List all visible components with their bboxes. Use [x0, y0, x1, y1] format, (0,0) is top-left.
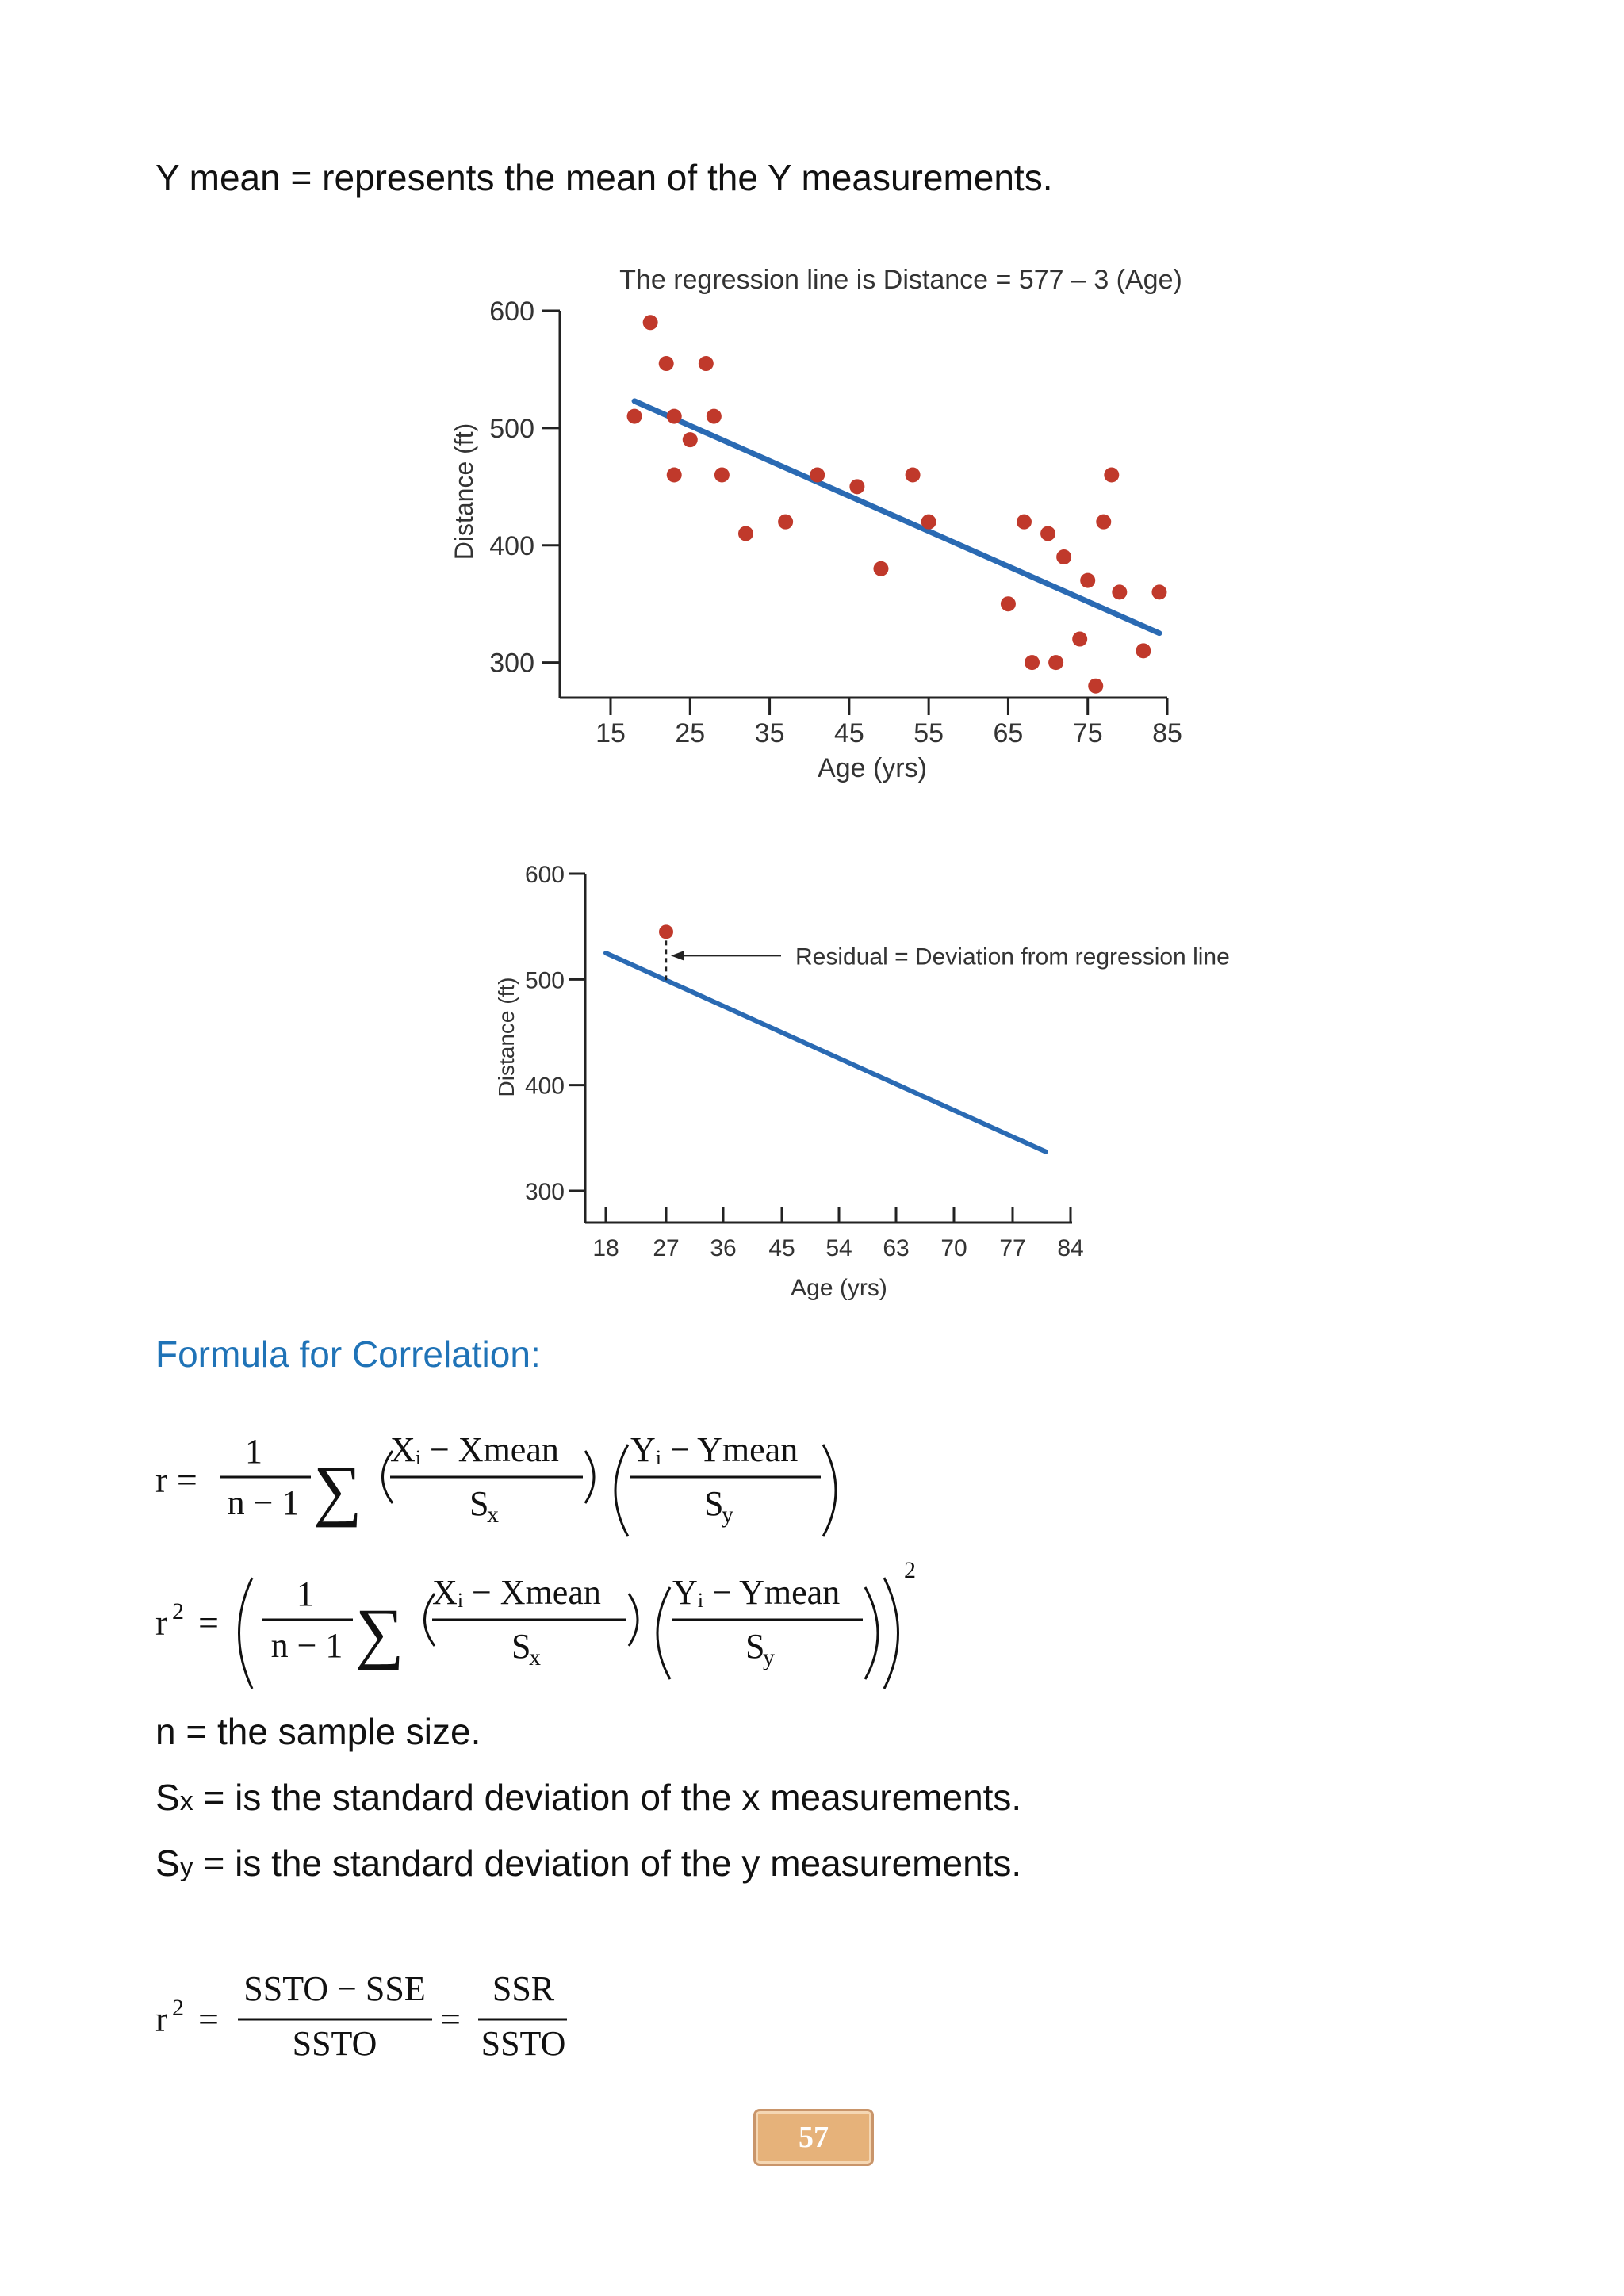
chart2-x-tick-label: 63 [883, 1235, 910, 1261]
chart2-x-tick-label: 84 [1057, 1235, 1084, 1261]
x-denominator: S [469, 1484, 489, 1523]
r2-one: 1 [297, 1575, 314, 1613]
chart1-x-tick-label: 85 [1152, 718, 1182, 748]
chart1-x-tick-label: 45 [833, 718, 864, 748]
chart1-x-tick-label: 65 [993, 718, 1024, 748]
ymean-definition: Y mean = represents the mean of the Y measurements. [155, 157, 1053, 198]
chart2-regression-line [606, 953, 1046, 1152]
ssr-numerator: SSR [492, 1969, 555, 2008]
chart2-x-tick-label: 77 [999, 1235, 1026, 1261]
y-denominator-sub: y [722, 1502, 733, 1528]
sx-symbol: S [155, 1777, 180, 1818]
y-numerator: Yᵢ − Ymean [630, 1430, 799, 1469]
r2-lhs: r [155, 1602, 168, 1643]
page-number-badge: 57 [753, 2109, 874, 2166]
r2-y-denominator: S [745, 1627, 765, 1666]
chart1-x-tick-label: 25 [675, 718, 706, 748]
r2-x-numerator: Xᵢ − Xmean [432, 1573, 601, 1612]
chart1-y-tick-label: 300 [489, 648, 534, 679]
n-definition: n = the sample size. [155, 1711, 481, 1752]
x-numerator: Xᵢ − Xmean [390, 1430, 559, 1469]
chart2-arrowhead [671, 951, 684, 960]
sigma-symbol: ∑ [313, 1452, 362, 1528]
ssto-eq-2: = [440, 1999, 461, 2039]
chart2-data-point [659, 924, 673, 939]
r2-y-denominator-sub: y [763, 1644, 775, 1670]
r2-n-minus-1: n − 1 [270, 1626, 343, 1665]
r-one: 1 [245, 1432, 262, 1471]
chart2-x-tick-label: 18 [592, 1235, 619, 1261]
chart2-x-label: Age (yrs) [791, 1275, 887, 1301]
chart2-y-tick-label: 600 [524, 862, 565, 888]
chart2-y-tick-label: 400 [524, 1073, 565, 1100]
chart2-y-tick-label: 300 [524, 1179, 565, 1205]
ssto-denominator: SSTO [292, 2024, 377, 2063]
chart1-x-tick-label: 75 [1072, 718, 1103, 748]
r-squared-formula [0, 1554, 1031, 1697]
sy-subscript: y [179, 1852, 193, 1882]
r2-x-denominator: S [511, 1627, 531, 1666]
sx-subscript: x [179, 1786, 193, 1816]
r2-outer-square: 2 [904, 1557, 916, 1583]
sy-text: = is the standard deviation of the y measurements. [193, 1843, 1022, 1884]
chart1-x-tick-label: 55 [914, 718, 944, 748]
ssto-r2-lhs: r [155, 1999, 168, 2039]
r2-square: 2 [172, 1598, 184, 1624]
sy-symbol: S [155, 1843, 180, 1884]
ssto-eq-1: = [198, 1999, 219, 2039]
correlation-formula [0, 1411, 952, 1554]
chart2-y-tick-label: 500 [524, 967, 565, 994]
r-lhs: r = [155, 1460, 197, 1500]
chart2-y-label: Distance (ft) [494, 977, 519, 1097]
x-denominator-sub: x [487, 1502, 499, 1528]
chart2-annotation: Residual = Deviation from regression line [795, 943, 1230, 970]
chart2-x-tick-label: 70 [940, 1235, 967, 1261]
ssto-r2-square: 2 [172, 1995, 184, 2021]
sx-definition [155, 1775, 1021, 1823]
ssto-formula [0, 1958, 714, 2085]
sy-definition [155, 1841, 1021, 1889]
chart1-y-label: Distance (ft) [450, 423, 478, 561]
chart2-x-tick-label: 36 [710, 1235, 737, 1261]
chart1-x-label: Age (yrs) [818, 753, 927, 783]
chart2-x-tick-label: 27 [653, 1235, 680, 1261]
ssto-numerator: SSTO − SSE [243, 1969, 426, 2008]
sx-text: = is the standard deviation of the x measurements. [193, 1777, 1022, 1818]
chart1-title: The regression line is Distance = 577 – 3 (Age) [619, 265, 1182, 295]
r2-y-numerator: Yᵢ − Ymean [672, 1573, 841, 1612]
r2-x-denominator-sub: x [529, 1644, 541, 1670]
r-n-minus-1: n − 1 [227, 1483, 300, 1522]
chart2-x-tick-label: 54 [825, 1235, 852, 1261]
formula-heading: Formula for Correlation: [155, 1334, 541, 1375]
ssr-denominator: SSTO [481, 2024, 566, 2063]
chart1-y-tick-label: 500 [489, 413, 534, 444]
chart1-y-tick-label: 400 [489, 530, 534, 561]
chart1-y-tick-label: 600 [489, 297, 534, 327]
y-denominator: S [704, 1484, 724, 1523]
r2-eq: = [198, 1602, 219, 1643]
r2-sigma: ∑ [355, 1594, 404, 1670]
chart2-x-tick-label: 45 [768, 1235, 795, 1261]
chart1-x-tick-label: 15 [596, 718, 626, 748]
chart1-x-tick-label: 35 [754, 718, 785, 748]
